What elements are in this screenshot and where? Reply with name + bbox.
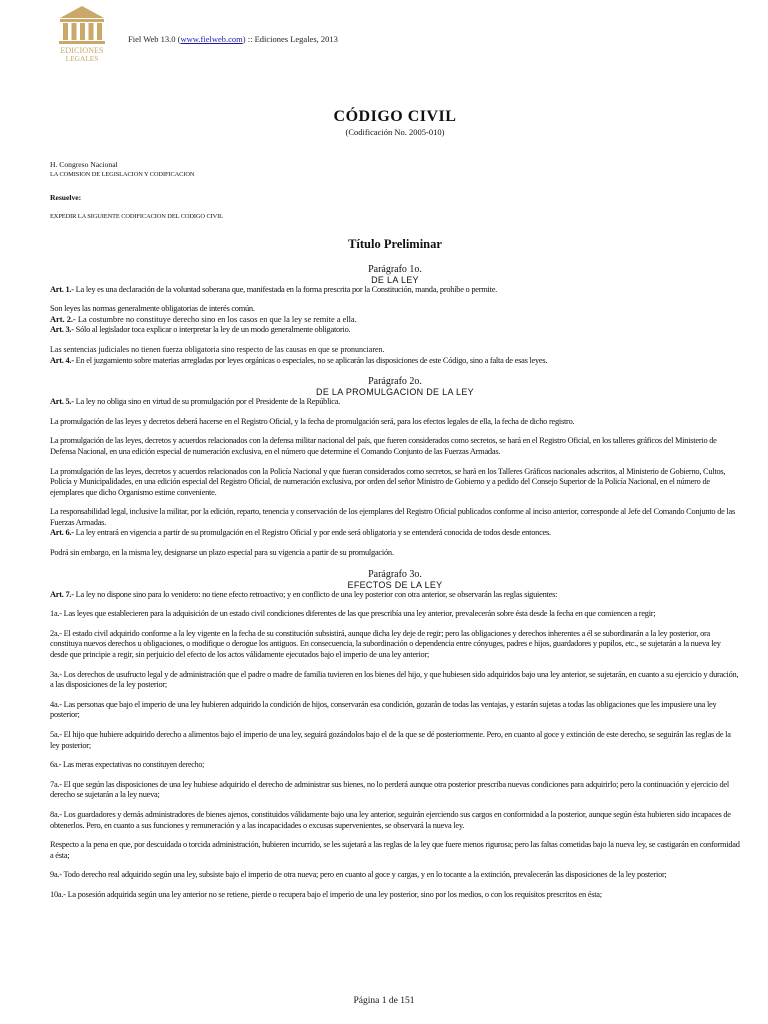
section-title: Título Preliminar	[348, 236, 442, 251]
rule-8: 8a.- Los guardadores y demás administradores de bienes ajenos, constituidos válidamente bajo una ley anterior, seguirán ejerciendo sus cargos en conformidad a la posterior, aunque según ésta hubieren sido incapaces de obtenerlos. Pero, en cuanto a sus funciones y remuneración y a las incapacidades o excusas supervenientes, se observará la nueva ley.	[50, 809, 731, 830]
paragraph-text: Son leyes las normas generalmente obligatorias de interés común.	[50, 304, 255, 314]
page-footer	[0, 996, 768, 1006]
resolution: EXPEDIR LA SIGUIENTE CODIFICACION DEL CODIGO CIVIL	[50, 213, 223, 221]
page-total: 151	[400, 996, 415, 1006]
article-2: Art. 2.- La costumbre no constituye derecho sino en los casos en que la ley se remite a ella.	[50, 314, 357, 324]
rule-6: 6a.- Las meras expectativas no constituyen derecho;	[50, 760, 205, 770]
document-body	[50, 100, 740, 910]
rule-8-continued: Respecto a la pena en que, por descuidada o torcida administración, hubieren incurrido, se les sujetará a las reglas de la ley que fuere menos rigurosa; pero las faltas cometidas bajo la nueva ley, se castigarán en conformidad a ésta;	[50, 840, 740, 860]
issuer: H. Congreso Nacional	[50, 159, 118, 169]
commission: LA COMISION DE LEGISLACION Y CODIFICACION	[50, 171, 195, 179]
paragraph-text: Podrá sin embargo, en la misma ley, designarse un plazo especial para su vigencia a partir de su promulgación.	[50, 548, 394, 558]
paragraph-2-name: DE LA PROMULGACION DE LA LEY	[316, 387, 474, 398]
ediciones-legales-logo	[54, 4, 110, 64]
rule-4: 4a.- Las personas que bajo el imperio de una ley hubieren adquirido la condición de hijos, conservarán esa condición, gozarán de todas las ventajas, y estarán sujetas a todas las obligaciones que les impusiere una ley posterior;	[50, 699, 717, 720]
article-5: Art. 5.- La ley no obliga sino en virtud de su promulgación por el Presidente de la República.	[50, 397, 341, 407]
source-line	[128, 34, 338, 44]
paragraph-3-name: EFECTOS DE LA LEY	[347, 579, 443, 590]
rule-1: 1a.- Las leyes que establecieren para la adquisición de un estado civil condiciones diferentes de las que prescribía una ley anterior, prevalecerán sobre ésta desde la fecha en que comiencen a regir;	[50, 609, 656, 619]
document-title: CÓDIGO CIVIL	[333, 108, 457, 125]
page-of: de	[388, 996, 398, 1006]
paragraph-text: La promulgación de las leyes y decretos deberá hacerse en el Registro Oficial, y la fecha de promulgación será, para los efectos legales de ella, la fecha de dicho registro.	[50, 416, 575, 426]
paragraph-text: La promulgación de las leyes, decretos y acuerdos relacionados con la defensa militar nacional del país, que fueren considerados como secretos, se hará en el Registro Oficial, en los talleres gráficos del Ministerio de Defensa Nacional, en una edición especial de numeración exclusiva, en el número que determine el Comando Conjunto de las Fuerzas Armadas.	[50, 436, 717, 456]
fielweb-link[interactable]: www.fielweb.com	[180, 34, 243, 44]
page-current: 1	[381, 996, 387, 1006]
article-6: Art. 6.- La ley entrará en vigencia a partir de su promulgación en el Registro Oficial y por ende será obligatoria y se entenderá conocida de todos desde entonces.	[50, 528, 551, 538]
article-7: Art. 7.- La ley no dispone sino para lo venidero: no tiene efecto retroactivo; y en conflicto de una ley posterior con otra anterior, se observarán las reglas siguientes:	[50, 589, 558, 599]
page-label: Página	[353, 996, 380, 1006]
article-1: Art. 1.- La ley es una declaración de la voluntad soberana que, manifestada en la forma prescrita por la Constitución, manda, prohíbe o permite.	[50, 284, 498, 294]
article-3: Art. 3.- Sólo al legislador toca explicar o interpretar la ley de un modo generalmente obligatorio.	[50, 325, 351, 335]
rule-7: 7a.- El que según las disposiciones de una ley hubiese adquirido el derecho de administrar sus bienes, no lo perderá aunque otra posterior prescriba nuevas condiciones para adquirirlo; pero la continuación y ejercicio del derecho se sujetarán a la ley nueva;	[50, 779, 729, 800]
rule-10: 10a.- La posesión adquirida según una ley anterior no se retiene, pierde o recupera bajo el imperio de una ley posterior, sino por los medios, o con los requisitos prescritos en ésta;	[50, 889, 602, 899]
source-suffix: ) :: Ediciones Legales, 2013	[242, 34, 338, 44]
paragraph-text: La responsabilidad legal, inclusive la militar, por la edición, reparto, tenencia y conservación de los ejemplares del Registro Oficial publicados conforme al inciso anterior, corresponde al Jefe del Comando Conjunto de las Fuerzas Armadas.	[50, 507, 735, 527]
paragraph-text: Las sentencias judiciales no tienen fuerza obligatoria sino respecto de las causas en que se pronunciaren.	[50, 344, 385, 354]
paragraph-1-number: Parágrafo 1o.	[368, 263, 422, 275]
rule-9: 9a.- Todo derecho real adquirido según una ley, subsiste bajo el imperio de otra nueva; pero en cuanto al goce y cargas, y en lo tocante a la extinción, prevalecerán las disposiciones de la ley posterior;	[50, 870, 667, 880]
paragraph-2-number: Parágrafo 2o.	[368, 376, 422, 388]
paragraph-3-number: Parágrafo 3o.	[368, 568, 422, 580]
svg-text:EDICIONES: EDICIONES	[60, 46, 104, 55]
rule-5: 5a.- El hijo que hubiere adquirido derecho a alimentos bajo el imperio de una ley, seguirá gozándolos bajo el de la que se dé posteriormente. Pero, en cuanto al goce y extinción de este derecho, se seguirán las reglas de la ley posterior;	[50, 730, 731, 750]
document-subtitle: (Codificación No. 2005-010)	[345, 127, 445, 137]
temple-columns-icon	[54, 4, 110, 64]
article-4: Art. 4.- En el juzgamiento sobre materias arregladas por leyes orgánicas o especiales, no se aplicarán las disposiciones de este Código, sino a falta de esas leyes.	[50, 355, 548, 365]
source-prefix: Fiel Web 13.0 (	[128, 34, 181, 44]
resolves-label: Resuelve:	[50, 192, 82, 202]
paragraph-1-name: DE LA LEY	[371, 274, 419, 285]
svg-text:LEGALES: LEGALES	[65, 54, 99, 63]
paragraph-text: La promulgación de las leyes, decretos y acuerdos relacionados con la Policía Nacional y que fueran considerados como secretos, se hará en los Talleres Gráficos nacionales adscritos, al Ministerio de Gobierno, Cultos, Policía y Municipalidades, en una edición especial del Registro Oficial, de numeración exclusiva, por orden del señor Ministro de Gobierno y a pedido del Consejo Superior de la Policía Nacional, en el número de ejemplares que dicho Organismo estime conveniente.	[50, 466, 726, 497]
rule-2: 2a.- El estado civil adquirido conforme a la ley vigente en la fecha de su constitución subsistirá, aunque dicha ley deje de regir; pero las obligaciones y derechos inherentes a él se subordinarán a la ley posterior, ora constituya nuevos derechos u obligaciones, o modifique o derogue los antiguos. En consecuencia, la subordinación o dependencia entre cónyuges, padres e hijos, guardadores y pupilos, etc., se sujetarán a la nueva ley desde que principie a regir, sin perjuicio del efecto de los actos válidamente ejecutados bajo el imperio de una ley anterior;	[50, 628, 721, 660]
rule-3: 3a.- Los derechos de usufructo legal y de administración que el padre o madre de familia tuvieren en los bienes del hijo, y que hubiesen sido adquiridos bajo una ley anterior, se sujetarán, en cuanto a su ejercicio y duración, a las disposiciones de la ley posterior;	[50, 669, 739, 690]
page-header	[52, 4, 752, 66]
